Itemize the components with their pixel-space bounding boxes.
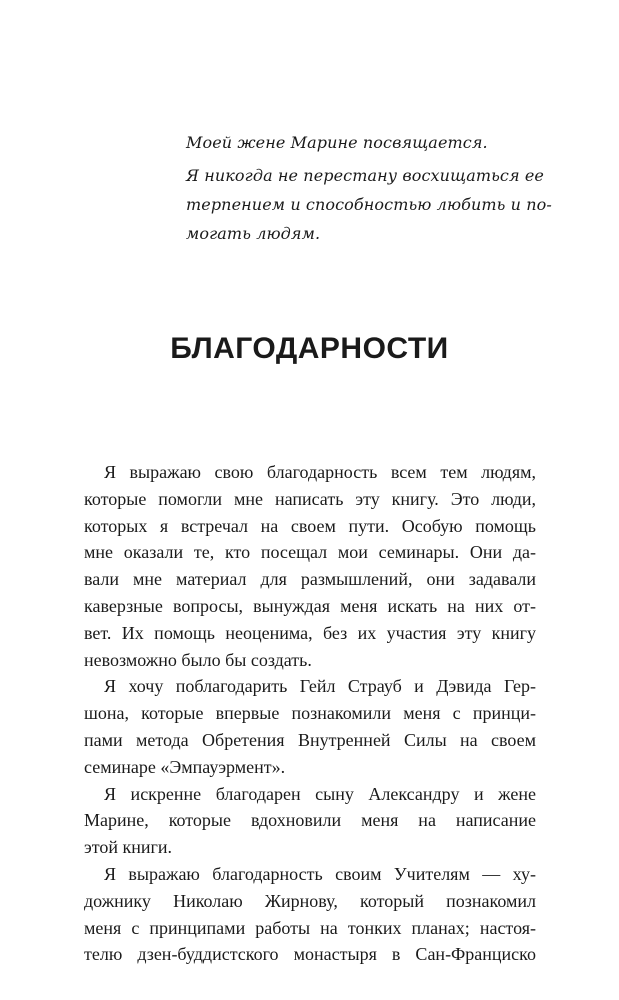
text-line: этой книги. [84, 837, 173, 858]
text-line: дожнику Николаю Жирнову, который познакомил [84, 890, 536, 911]
text-line: которые помогли мне написать эту книгу. Это люди, [84, 488, 536, 509]
text-line: пами метода Обретения Внутренней Силы на своем [84, 729, 536, 750]
text-line: каверзные вопросы, вынуждая меня искать на них от- [84, 595, 536, 616]
dedication [186, 128, 552, 248]
text-line: Я выражаю благодарность своим Учителям — ху- [104, 863, 536, 884]
text-line: меня с принципами работы на тонких планах; настоя- [84, 917, 536, 938]
text-line: вет. Их помощь неоценима, без их участия эту книгу [84, 622, 536, 643]
text-line: которых я встречал на своем пути. Особую помощь [84, 515, 536, 536]
text-line: семинаре «Эмпауэрмент». [84, 756, 286, 777]
text-line: мне оказали те, кто посещал мои семинары. Они да- [84, 542, 536, 563]
section-heading: БЛАГОДАРНОСТИ [170, 332, 449, 365]
text-line: Марине, которые вдохновили меня на написание [84, 810, 536, 831]
dedication-line: Моей жене Марине посвящается. [186, 133, 488, 152]
dedication-line: Я никогда не перестану восхищаться ее [186, 166, 544, 185]
text-line: Я искренне благодарен сыну Александру и жене [104, 783, 536, 804]
text-line: невозможно было бы создать. [84, 649, 312, 670]
dedication-line: терпением и способностью любить и по- [186, 195, 552, 214]
text-line: Я выражаю свою благодарность всем тем людям, [104, 462, 536, 482]
text-line: телю дзен-буддистского монастыря в Сан-Франциско [84, 944, 536, 965]
dedication-line: могать людям. [186, 224, 321, 243]
text-line: шона, которые впервые познакомили меня с принци- [84, 703, 536, 724]
acknowledgements-text [84, 459, 536, 968]
text-line: Я хочу поблагодарить Гейл Страуб и Дэвида Гер- [104, 676, 536, 697]
text-line: вали мне материал для размышлений, они задавали [84, 569, 536, 590]
